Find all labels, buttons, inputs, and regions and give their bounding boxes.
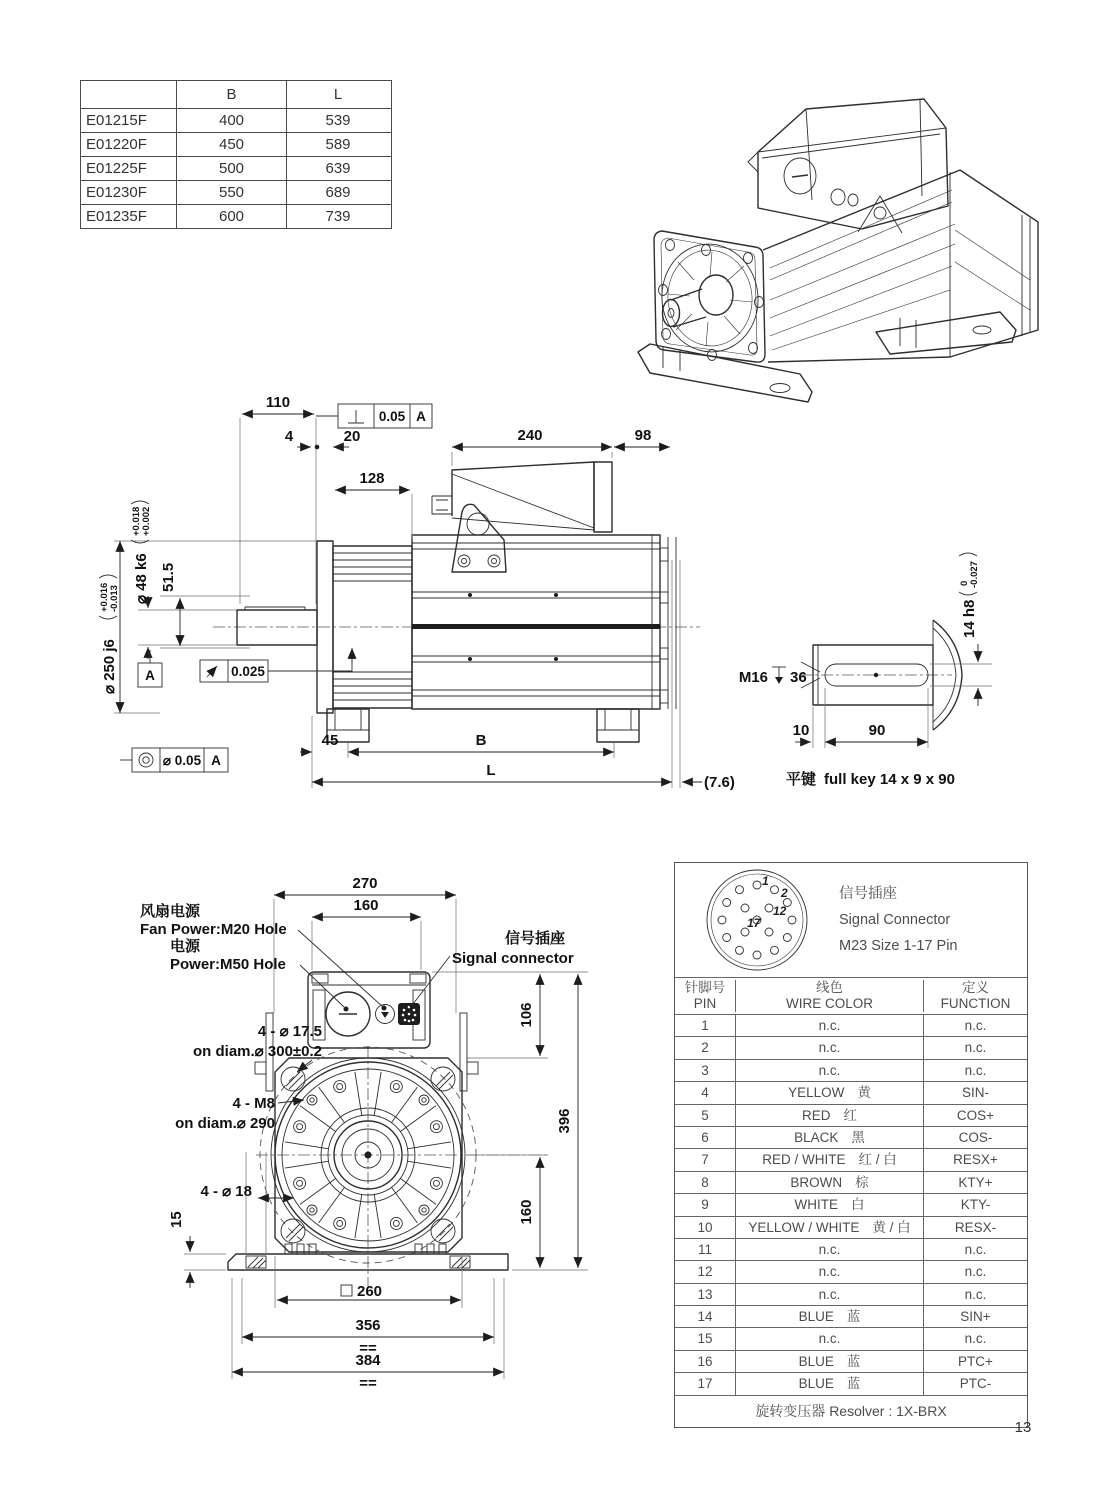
datum-a-label: A (145, 668, 155, 683)
wire-color-cn: 黄 / 白 (872, 1219, 911, 1235)
function-cell: n.c. (923, 1328, 1027, 1349)
pin-number-cell: 7 (701, 1152, 709, 1168)
fan-label-cn: 风扇电源 (140, 903, 201, 920)
dim-51-5: 51.5 (160, 562, 177, 592)
wire-color-cn: 棕 (855, 1174, 869, 1190)
side-extension-lines (114, 418, 680, 788)
pin-number-cell: 5 (701, 1107, 709, 1123)
size-table-body (81, 108, 391, 228)
tap-size: M16 (738, 669, 768, 686)
pin-number-cell: 4 (701, 1085, 709, 1101)
svg-text:⌀ 48 k6: ⌀ 48 k6 (133, 553, 150, 604)
wire-color-en: n.c. (818, 1331, 841, 1347)
svg-text:+0.002: +0.002 (141, 506, 152, 536)
side-view-drawing (95, 390, 1095, 810)
size-table-header (81, 81, 391, 108)
pin-label-1: 1 (762, 874, 769, 888)
size-table-cell: E01225F (86, 160, 147, 177)
size-table-row (81, 204, 391, 228)
perpendicularity-icon (348, 410, 364, 423)
pin-number-cell: 15 (697, 1331, 713, 1347)
wire-color-en: n.c. (818, 1286, 841, 1302)
size-table-header-cell: B (176, 81, 286, 108)
pin-label-17: 17 (747, 916, 761, 930)
wire-color-en: BROWN (790, 1174, 843, 1190)
size-table-row (81, 132, 391, 156)
wire-color-cell (735, 1149, 923, 1170)
fan-label-en: Fan Power:M20 Hole (140, 921, 287, 938)
size-table-cell: 589 (286, 133, 389, 156)
pin-row (675, 1372, 1027, 1394)
connector-title-cn: 信号插座 (839, 886, 897, 902)
pin-row (675, 1036, 1027, 1058)
svg-text:0.05: 0.05 (378, 409, 406, 424)
side-terminal-box (432, 462, 612, 572)
tap-depth: 36 (790, 669, 807, 686)
function-cell: n.c. (923, 1261, 1027, 1282)
signal-connector-table (674, 862, 1028, 1428)
side-front-fins (333, 553, 412, 700)
size-table-cell: E01220F (86, 136, 147, 153)
svg-text:⌀ 0.05: ⌀ 0.05 (162, 753, 202, 768)
pin-row (675, 1081, 1027, 1103)
wire-color-en: YELLOW / WHITE (748, 1219, 860, 1235)
label-on-diam-290: on diam.⌀ 290 (175, 1115, 275, 1132)
wire-color-cell (735, 1037, 923, 1058)
function-cell: n.c. (923, 1015, 1027, 1036)
wire-color-cell (735, 1351, 923, 1372)
dim-4: 4 (284, 428, 294, 445)
size-table-cell: 689 (286, 181, 389, 204)
pin-table-body (675, 1014, 1027, 1395)
dim-260: 260 (357, 1283, 383, 1300)
function-cell: n.c. (923, 1239, 1027, 1260)
wire-color-en: BLUE (798, 1309, 834, 1325)
wire-color-en: n.c. (818, 1040, 841, 1056)
pin-row (675, 1260, 1027, 1282)
size-table (80, 80, 392, 229)
dim-98: 98 (634, 427, 652, 444)
key-detail-drawing (739, 553, 992, 788)
iso-mounting-feet (638, 312, 1016, 402)
pin-row (675, 1305, 1027, 1327)
wire-color-en: BLACK (794, 1129, 839, 1145)
pin-number-cell: 11 (697, 1241, 712, 1257)
pin-number-cell: 16 (697, 1353, 713, 1369)
wire-color-en: n.c. (818, 1264, 841, 1280)
pin-number-cell: 13 (697, 1286, 713, 1302)
dim-90: 90 (868, 722, 886, 739)
function-cell: PTC+ (923, 1351, 1027, 1372)
front-callouts (140, 902, 574, 1132)
pin-row (675, 1014, 1027, 1036)
resolver-footer: 旋转变压器 Resolver : 1X-BRX (675, 1395, 1027, 1427)
pin-number-cell: 1 (701, 1018, 709, 1033)
side-motor-outline (213, 535, 700, 713)
dim-45: 45 (321, 732, 339, 749)
iso-motor-body (763, 170, 1038, 362)
function-cell: SIN- (923, 1082, 1027, 1103)
wire-color-en: n.c. (818, 1062, 841, 1078)
dim-356-eq: == (359, 1340, 377, 1357)
size-table-cell: E01230F (86, 184, 147, 201)
label-on-diam-300: on diam.⌀ 300±0.2 (193, 1043, 322, 1060)
connector-title-en: Signal Connector (839, 912, 951, 928)
pin-row (675, 1148, 1027, 1170)
size-table-row (81, 180, 391, 204)
function-cell: n.c. (923, 1060, 1027, 1081)
size-table-cell: 500 (176, 157, 286, 180)
wire-color-cn: 红 (843, 1107, 857, 1123)
side-body-fins (412, 535, 660, 709)
key-extension-lines (813, 664, 992, 748)
page-number: 13 (1014, 1419, 1032, 1436)
wire-color-en: n.c. (818, 1018, 841, 1033)
dim-356: 356 (355, 1317, 381, 1334)
svg-text:-0.027: -0.027 (969, 561, 980, 588)
svg-text:A: A (211, 753, 221, 768)
pin-row (675, 1216, 1027, 1238)
svg-text:-0.013: -0.013 (109, 585, 120, 612)
connector-header (675, 863, 1027, 977)
iso-flange (654, 231, 765, 362)
dim-160-right: 160 (518, 1199, 535, 1225)
dim-160-top: 160 (353, 897, 379, 914)
wire-color-cell (735, 1194, 923, 1215)
svg-text:0.025: 0.025 (231, 664, 265, 679)
function-cell: COS- (923, 1127, 1027, 1148)
wire-color-en: WHITE (794, 1197, 838, 1213)
pin-header-cell: 针脚号 PIN (684, 980, 726, 1011)
pin-row (675, 1171, 1027, 1193)
wire-color-cell (735, 1060, 923, 1081)
wire-color-cell (735, 1328, 923, 1349)
iso-flange-spokes (668, 252, 752, 346)
signal-label-cn: 信号插座 (505, 930, 566, 947)
wire-color-cell (735, 1373, 923, 1394)
dim-20: 20 (343, 428, 361, 445)
wire-color-cell (735, 1172, 923, 1193)
connector-pinout-diagram (675, 863, 825, 977)
pin-number-cell: 3 (701, 1062, 709, 1078)
key-caption-cn: 平键 (786, 771, 817, 788)
wire-color-en: BLUE (798, 1353, 834, 1369)
wire-color-cell (735, 1015, 923, 1036)
pin-number-cell: 10 (697, 1219, 713, 1235)
size-table-cell: E01215F (86, 112, 147, 129)
size-table-cell: 539 (286, 109, 389, 132)
svg-text:⌀ 250 j6: ⌀ 250 j6 (101, 639, 118, 694)
runout-icon (207, 666, 217, 677)
label-4-m8: 4 - M8 (232, 1095, 275, 1112)
label-4-d18: 4 - ⌀ 18 (200, 1183, 252, 1200)
pin-number-cell: 2 (701, 1040, 709, 1056)
dim-L: L (486, 762, 496, 779)
wire-color-header-cell: 线色 WIRE COLOR (735, 980, 923, 1012)
square-symbol-icon (341, 1285, 352, 1296)
size-table-cell: 450 (176, 133, 286, 156)
function-cell: COS+ (923, 1105, 1027, 1126)
power-label-cn: 电源 (170, 938, 201, 955)
wire-color-cell (735, 1306, 923, 1327)
side-body-lugs (660, 548, 668, 703)
svg-text:A: A (416, 409, 426, 424)
depth-icon (772, 667, 786, 684)
pin-number-cell: 9 (701, 1197, 709, 1213)
pin-table-header (675, 977, 1027, 1014)
iso-view-drawing (600, 85, 1070, 415)
svg-text:+0.018: +0.018 (131, 506, 142, 536)
pin-row (675, 1350, 1027, 1372)
wire-color-en: RED (801, 1107, 831, 1123)
dim-10: 10 (792, 722, 810, 739)
wire-color-cn: 蓝 (846, 1353, 861, 1369)
wire-color-cn: 黄 (857, 1085, 871, 1101)
size-table-row (81, 108, 391, 132)
power-label-en: Power:M50 Hole (170, 956, 286, 973)
wire-color-en: BLUE (798, 1376, 834, 1392)
function-cell: PTC- (923, 1373, 1027, 1394)
wire-color-cell (735, 1239, 923, 1260)
size-table-cell: 550 (176, 181, 286, 204)
wire-color-cn: 蓝 (846, 1376, 861, 1392)
pin-number-cell: 8 (701, 1174, 709, 1190)
dim-B: B (475, 732, 487, 749)
svg-text:14 h8: 14 h8 (961, 599, 978, 638)
iso-terminal-box (748, 99, 948, 229)
dim-384-eq: == (359, 1375, 377, 1392)
wire-color-cell (735, 1127, 923, 1148)
pin-row (675, 1238, 1027, 1260)
wire-color-cn: 白 (851, 1197, 865, 1213)
pin-row (675, 1059, 1027, 1081)
size-table-cell: 600 (176, 205, 286, 228)
label-4-d17-5: 4 - ⌀ 17.5 (257, 1023, 322, 1040)
pin-label-12: 12 (773, 904, 787, 918)
pin-number-cell: 12 (697, 1264, 713, 1280)
pin-number-cell: 17 (697, 1376, 713, 1392)
size-table-row (81, 156, 391, 180)
size-table-cell: 400 (176, 109, 286, 132)
dim-396: 396 (556, 1108, 573, 1134)
pin-row (675, 1283, 1027, 1305)
function-cell: RESX+ (923, 1149, 1027, 1170)
pin-number-cell: 14 (697, 1309, 713, 1325)
pin-row (675, 1104, 1027, 1126)
foot-holes-18 (246, 1256, 470, 1268)
signal-label-en: Signal connector (452, 950, 574, 967)
function-header-cell: 定义 FUNCTION (923, 980, 1027, 1012)
function-cell: n.c. (923, 1037, 1027, 1058)
key-caption-en: full key 14 x 9 x 90 (824, 771, 955, 788)
front-terminal-box (308, 972, 430, 1048)
dim-shaft-dia (131, 501, 152, 604)
pin-row (675, 1327, 1027, 1349)
concentricity-icon (139, 753, 153, 767)
function-cell: KTY- (923, 1194, 1027, 1215)
pin-row (675, 1126, 1027, 1148)
wire-color-en: RED / WHITE (762, 1152, 846, 1168)
wire-color-cn: 黑 (851, 1129, 865, 1145)
size-table-header-cell: L (286, 81, 389, 108)
wire-color-cn: 红 / 白 (858, 1152, 897, 1168)
wire-color-cell (735, 1105, 923, 1126)
dim-384: 384 (355, 1352, 381, 1369)
size-table-cell: E01235F (86, 208, 147, 225)
function-cell: SIN+ (923, 1306, 1027, 1327)
function-cell: n.c. (923, 1284, 1027, 1305)
dim-128: 128 (359, 470, 385, 487)
dim-15: 15 (168, 1211, 185, 1228)
wire-color-cell (735, 1217, 923, 1238)
dim-240: 240 (517, 427, 543, 444)
size-table-cell: 639 (286, 157, 389, 180)
connector-titles (839, 881, 957, 959)
svg-text:0: 0 (959, 580, 970, 586)
dim-key-height (959, 553, 980, 638)
front-view-drawing (120, 860, 620, 1400)
size-table-header-cell (81, 81, 176, 108)
wire-color-en: n.c. (818, 1241, 841, 1257)
wire-color-cell (735, 1284, 923, 1305)
wire-color-cell (735, 1261, 923, 1282)
pin-row (675, 1193, 1027, 1215)
wire-color-cn: 蓝 (846, 1309, 861, 1325)
wire-color-cell (735, 1082, 923, 1103)
dim-7-6: (7.6) (704, 774, 735, 791)
dim-spigot-dia (99, 575, 120, 694)
svg-text:+0.016: +0.016 (99, 582, 110, 612)
function-cell: KTY+ (923, 1172, 1027, 1193)
size-table-cell: 739 (286, 205, 389, 228)
connector-subtitle: M23 Size 1-17 Pin (839, 938, 958, 954)
wire-color-en: YELLOW (788, 1085, 845, 1101)
function-cell: RESX- (923, 1217, 1027, 1238)
dim-106: 106 (518, 1002, 535, 1028)
pin-number-cell: 6 (701, 1129, 709, 1145)
dim-110: 110 (265, 394, 291, 411)
dim-270: 270 (352, 875, 378, 892)
pin-label-2: 2 (781, 886, 788, 900)
